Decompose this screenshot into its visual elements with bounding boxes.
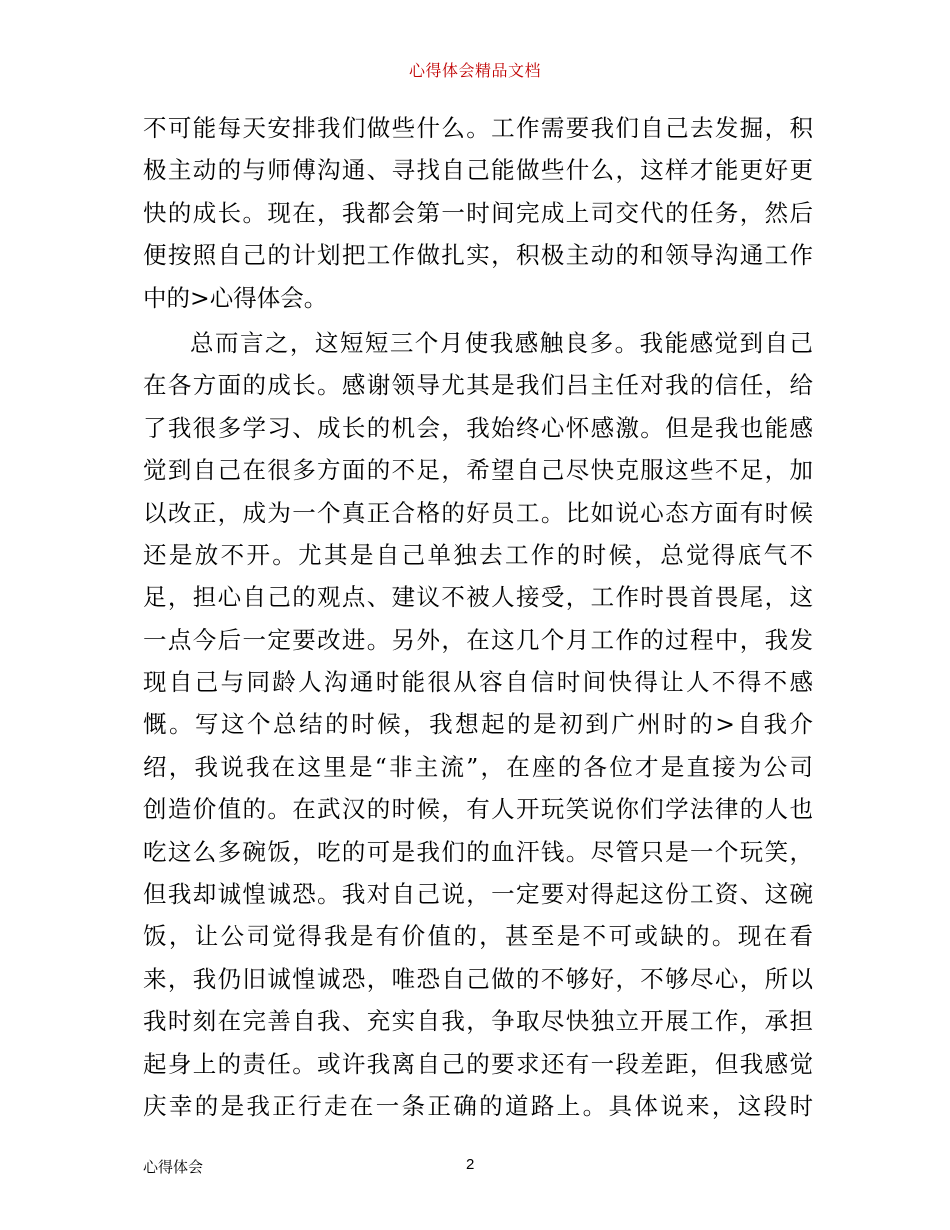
text-line: 快的成长。现在，我都会第一时间完成上司交代的任务，然后 (143, 198, 813, 227)
text-line: 中的>心得体会。 (143, 283, 328, 312)
text-line: 但我却诚惶诚恐。我对自己说，一定要对得起这份工资、这碗 (143, 880, 813, 909)
text-line: 吃这么多碗饭，吃的可是我们的血汗钱。尽管只是一个玩笑， (143, 837, 813, 866)
text-line: 以改正，成为一个真正合格的好员工。比如说心态方面有时候 (143, 498, 813, 527)
document-header-title: 心得体会精品文档 (408, 61, 541, 80)
text-line: 创造价值的。在武汉的时候，有人开玩笑说你们学法律的人也 (143, 795, 813, 824)
text-line: 了我很多学习、成长的机会，我始终心怀感激。但是我也能感 (143, 413, 813, 442)
text-line: 极主动的与师傅沟通、寻找自己能做些什么，这样才能更好更 (143, 156, 813, 185)
text-line: 在各方面的成长。感谢领导尤其是我们吕主任对我的信任，给 (143, 371, 813, 400)
text-line: 饭，让公司觉得我是有价值的，甚至是不可或缺的。现在看 (143, 922, 813, 951)
text-line: 绍，我说我在这里是“非主流”，在座的各位才是直接为公司 (143, 752, 813, 781)
paragraph (143, 322, 813, 1127)
text-line: 足，担心自己的观点、建议不被人接受，工作时畏首畏尾，这 (143, 583, 813, 612)
text-line: 觉到自己在很多方面的不足，希望自己尽快克服这些不足，加 (143, 456, 813, 485)
text-line: 庆幸的是我正行走在一条正确的道路上。具体说来，这段时 (143, 1091, 813, 1120)
text-line: 我时刻在完善自我、充实自我，争取尽快独立开展工作，承担 (143, 1007, 813, 1036)
document-body (143, 107, 813, 1127)
text-line: 不可能每天安排我们做些什么。工作需要我们自己去发掘，积 (143, 114, 813, 142)
paragraph (143, 107, 813, 319)
text-line: 一点今后一定要改进。另外，在这几个月工作的过程中，我发 (143, 625, 813, 654)
text-line: 还是放不开。尤其是自己单独去工作的时候，总觉得底气不 (143, 540, 813, 569)
text-line: 来，我仍旧诚惶诚恐，唯恐自己做的不够好，不够尽心，所以 (143, 964, 813, 993)
text-line: 现自己与同龄人沟通时能很从容自信时间快得让人不得不感 (143, 668, 813, 697)
text-line: 总而言之，这短短三个月使我感触良多。我能感觉到自己 (190, 328, 813, 357)
text-line: 便按照自己的计划把工作做扎实，积极主动的和领导沟通工作 (143, 241, 813, 270)
text-line: 慨。写这个总结的时候，我想起的是初到广州时的>自我介 (143, 710, 813, 739)
page-number: 2 (466, 1156, 475, 1173)
text-line: 起身上的责任。或许我离自己的要求还有一段差距，但我感觉 (143, 1049, 813, 1078)
footer-label: 心得体会 (143, 1158, 204, 1176)
